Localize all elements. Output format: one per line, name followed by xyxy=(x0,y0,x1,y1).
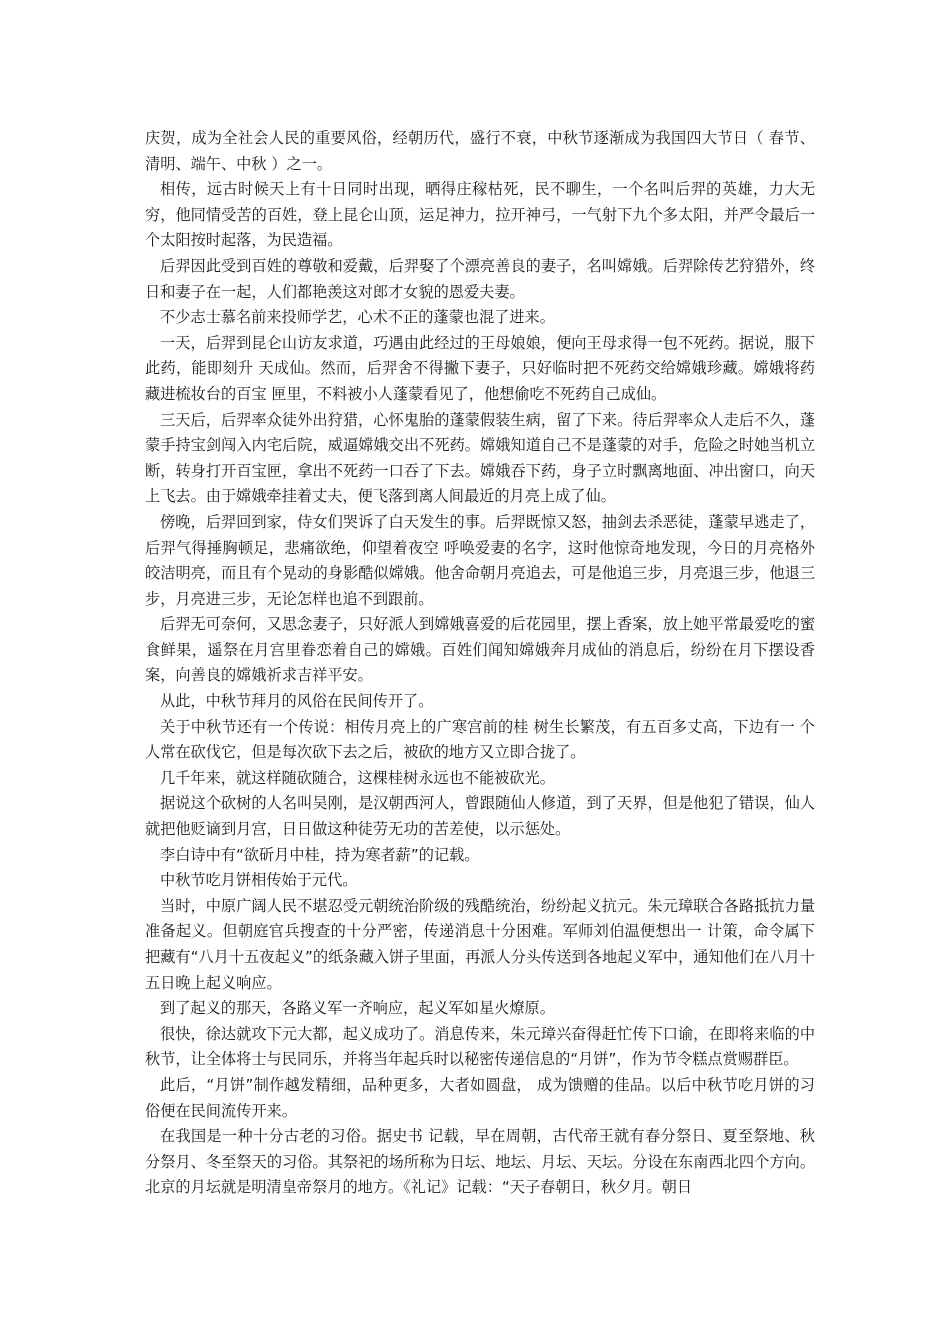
paragraph-6: 三天后，后羿率众徒外出狩猎，心怀鬼胎的蓬蒙假装生病，留了下来。待后羿率众人走后不久，蓬蒙手持宝剑闯入内宅后院，威逼嫦娥交出不死药。嫦娥知道自己不是蓬蒙的对手，危险之时她当机立断，转身打开百宝匣，拿出不死药一口吞了下去。嫦娥吞下药，身子立时飘离地面、冲出窗口，向天上飞去。由于嫦娥牵挂着丈夫，便飞落到离人间最近的月亮上成了仙。 xyxy=(145,410,815,506)
paragraph-4: 不少志士慕名前来投师学艺，心术不正的蓬蒙也混了进来。 xyxy=(160,308,555,327)
paragraph-2: 相传，远古时候天上有十日同时出现，晒得庄稼枯死，民不聊生，一个名叫后羿的英雄，力大无穷，他同情受苦的百姓，登上昆仑山顶，运足神力，拉开神弓，一气射下九个多太阳，并严令最后一个太阳按时起落，为民造福。 xyxy=(145,180,815,250)
paragraph-3: 后羿因此受到百姓的尊敬和爱戴，后羿娶了个漂亮善良的妻子，名叫嫦娥。后羿除传艺狩猎外，终日和妻子在一起，人们都艳羡这对郎才女貌的恩爱夫妻。 xyxy=(145,256,815,301)
paragraph-9: 从此，中秋节拜月的风俗在民间传开了。 xyxy=(160,692,434,711)
paragraph-16: 到了起义的那天，各路义军一齐响应，起义军如星火燎原。 xyxy=(160,999,555,1018)
document-body xyxy=(145,126,815,1201)
paragraph-8: 后羿无可奈何，又思念妻子，只好派人到嫦娥喜爱的后花园里，摆上香案，放上她平常最爱吃的蜜食鲜果，遥祭在月宫里眷恋着自己的嫦娥。百姓们闻知嫦娥奔月成仙的消息后，纷纷在月下摆设香案，向善良的嫦娥祈求吉祥平安。 xyxy=(145,615,815,685)
paragraph-19: 在我国是一种十分古老的习俗。据史书 记载，早在周朝，古代帝王就有春分祭日、夏至祭地、秋分祭月、冬至祭天的习俗。其祭祀的场所称为日坛、地坛、月坛、天坛。分设在东南西北四个方向。北京的月坛就是明清皇帝祭月的地方。《礼记》记载：“天子春朝日，秋夕月。朝日 xyxy=(145,1127,815,1197)
paragraph-17: 很快，徐达就攻下元大都，起义成功了。消息传来，朱元璋兴奋得赶忙传下口谕，在即将来临的中秋节，让全体将士与民同乐，并将当年起兵时以秘密传递信息的“月饼”，作为节令糕点赏赐群臣。 xyxy=(145,1024,815,1069)
paragraph-5: 一天，后羿到昆仑山访友求道，巧遇由此经过的王母娘娘，便向王母求得一包不死药。据说，服下此药，能即刻升 天成仙。然而，后羿舍不得撇下妻子，只好临时把不死药交给嫦娥珍藏。嫦娥将药藏进梳妆台的百宝 匣里，不料被小人蓬蒙看见了，他想偷吃不死药自己成仙。 xyxy=(145,333,815,403)
paragraph-18: 此后，“月饼”制作越发精细，品种更多，大者如圆盘， 成为馈赠的佳品。以后中秋节吃月饼的习俗便在民间流传开来。 xyxy=(145,1075,815,1120)
paragraph-12: 据说这个砍树的人名叫吴刚，是汉朝西河人，曾跟随仙人修道，到了天界，但是他犯了错误，仙人就把他贬谪到月宫，日日做这种徒劳无功的苦差使，以示惩处。 xyxy=(145,794,815,839)
paragraph-14: 中秋节吃月饼相传始于元代。 xyxy=(160,871,358,890)
paragraph-15: 当时，中原广阔人民不堪忍受元朝统治阶级的残酷统治，纷纷起义抗元。朱元璋联合各路抵抗力量准备起义。但朝庭官兵搜查的十分严密，传递消息十分困难。军师刘伯温便想出一 计策，命令属下把藏有“八月十五夜起义”的纸条藏入饼子里面，再派人分头传送到各地起义军中，通知他们在八月十五日晚上起义响应。 xyxy=(145,896,815,992)
paragraph-13: 李白诗中有“欲斫月中桂，持为寒者薪”的记载。 xyxy=(160,845,480,864)
paragraph-10: 关于中秋节还有一个传说：相传月亮上的广寒宫前的桂 树生长繁茂，有五百多丈高，下边有一 个人常在砍伐它，但是每次砍下去之后，被砍的地方又立即合拢了。 xyxy=(145,717,815,762)
paragraph-1: 庆贺，成为全社会人民的重要风俗，经朝历代，盛行不衰，中秋节逐渐成为我国四大节日（ 春节、清明、端午、中秋 ）之一。 xyxy=(145,129,815,173)
paragraph-11: 几千年来，就这样随砍随合，这棵桂树永远也不能被砍光。 xyxy=(160,768,555,787)
paragraph-7: 傍晚，后羿回到家，侍女们哭诉了白天发生的事。后羿既惊又怒，抽剑去杀恶徒，蓬蒙早逃走了，后羿气得捶胸顿足，悲痛欲绝，仰望着夜空 呼唤爱妻的名字，这时他惊奇地发现，今日的月亮格外皎洁明亮，而且有个晃动的身影酷似嫦娥。他舍命朝月亮追去，可是他追三步，月亮退三步，他退三步，月亮进三步，无论怎样也追不到跟前。 xyxy=(145,512,815,608)
